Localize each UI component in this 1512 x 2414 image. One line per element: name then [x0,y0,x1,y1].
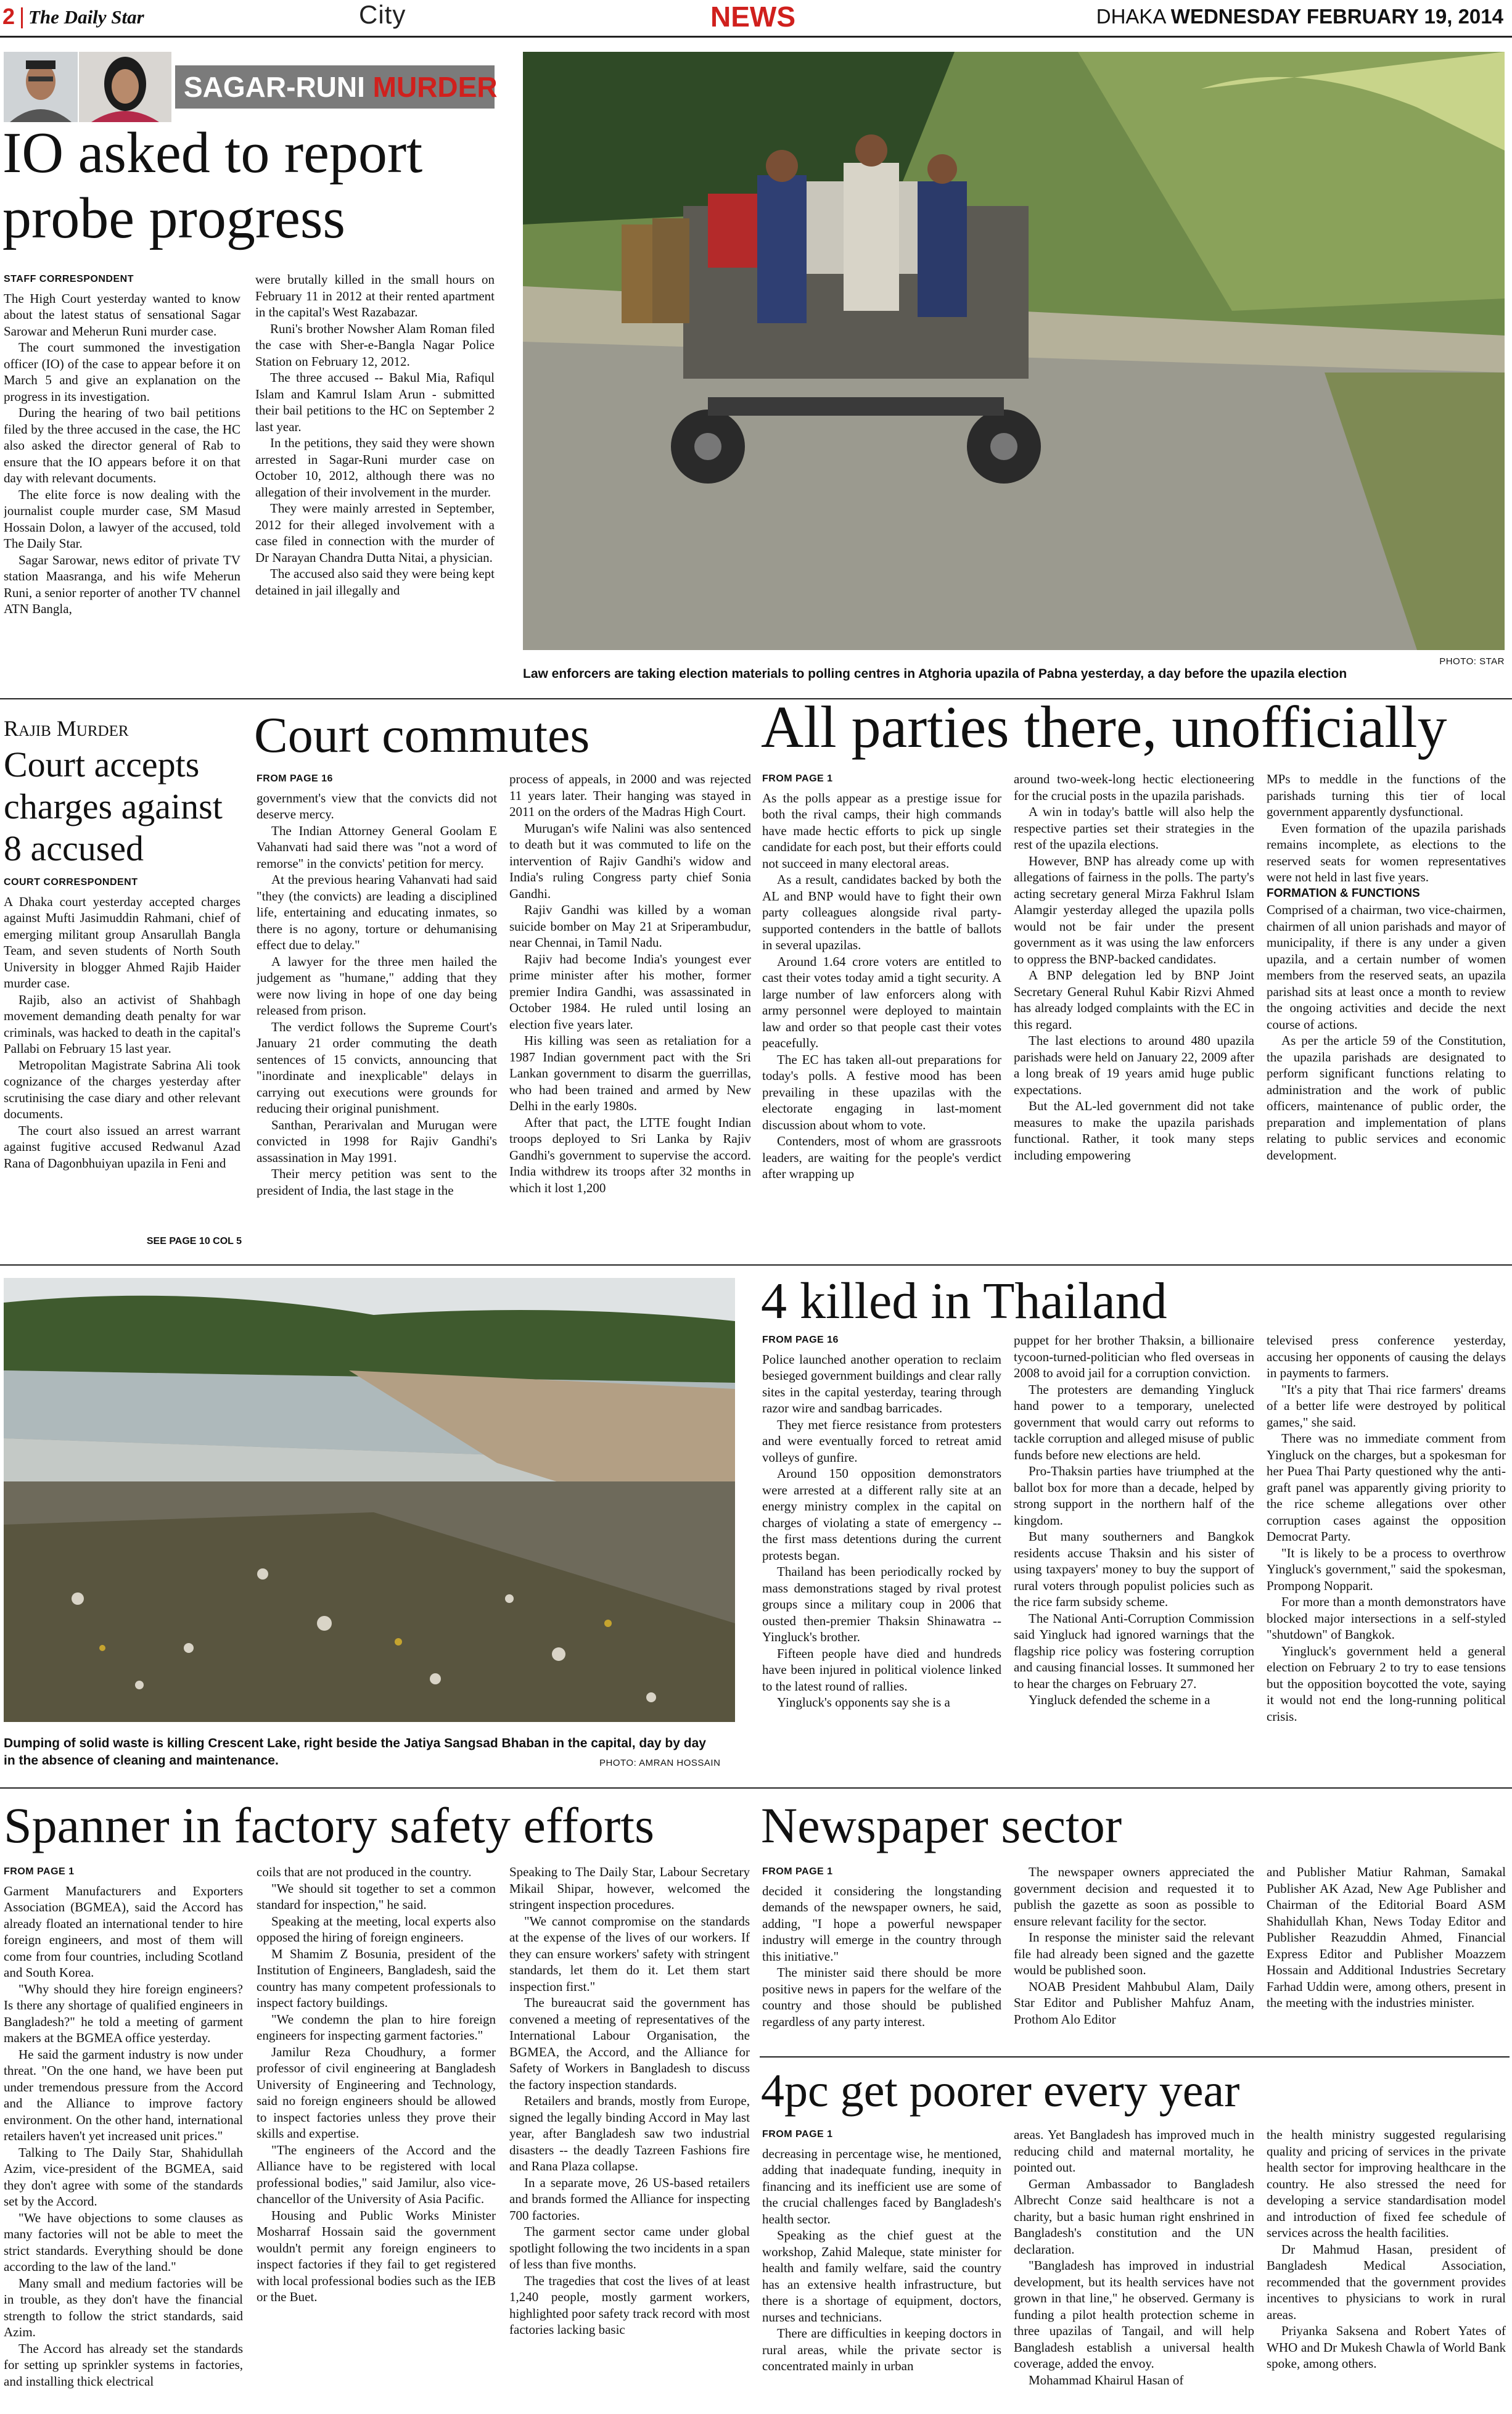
paragraph: As per the article 59 of the Constitution, the upazila parishads are designated to perform significant functions relating to administration and the work of public officers, maintenance of public order, the preparation and implementation of plans relating to public services and economic development. [1267,1033,1506,1163]
paragraph: Jamilur Reza Choudhury, a former professor of civil engineering at Bangladesh University of Engineering and Technology, said no foreign engineers should be allowed to inspect factories unless they prove their skills and expertise. [257,2044,496,2141]
paragraph: The court summoned the investigation officer (IO) of the case to appear before it on March 5 and give an explanation on the progress in its investigation. [4,340,240,404]
sagar-runi-col-2 [255,271,495,685]
all-parties-headline: All parties there, unofficially [761,694,1447,760]
paragraph: puppet for her brother Thaksin, a billionaire tycoon-turned-politician who fled overseas in 2008 to avoid jail for a corruption conviction. [1014,1333,1254,1380]
paragraph: "It's a pity that Thai rice farmers' dreams of a better life were destroyed by political games," she said. [1267,1382,1506,1430]
court-commutes-col-1 [257,771,497,1256]
paragraph: The accused also said they were being kept detained in jail illegally and [255,566,495,598]
paragraph: But the AL-led government did not take measures to make the upazila parishads functional. Rather, it took many steps including empowering [1014,1098,1254,1163]
kicker-murder: MURDER [372,71,498,103]
category-label: NEWS [710,1,795,33]
paragraph: After that pact, the LTTE fought Indian troops deployed to Sri Lanka by Rajiv Gandhi's government to supervise the accord. India withdrew its troops after 32 months in which it lost 1,200 [509,1114,751,1195]
paragraph: German Ambassador to Bangladesh Albrecht Conze said healthcare is not a charity, but a basic human right enshrined in Bangladesh's constitution and the UN declaration. [1014,2176,1254,2257]
paragraph: government's view that the convicts did not deserve mercy. [257,790,497,822]
paragraph: and Publisher Matiur Rahman, Samakal Publisher AK Azad, New Age Publisher and Chairman of the Editorial Board ASM Shahidullah Khan, News Today Editor and Publisher Reazuddin Ahmed, Financial Express Editor and Publisher Moazzem Hossain and Additional Industries Secretary Farhad Uddin were, among others, present in the meeting with the industries minister. [1267,1864,1506,2010]
portrait-sagar [4,52,78,122]
header-divider [21,7,23,28]
paragraph: Fifteen people have died and hundreds have been injured in political violence linked to the latest round of rallies. [762,1646,1001,1694]
paragraph: Garment Manufacturers and Exporters Association (BGMEA), said the Accord has already floated an international tender to hire foreign engineers, and most of them will come from four countries, including Scotland and South Korea. [4,1883,243,1980]
paragraph: The protesters are demanding Yingluck hand power to a temporary, unelected government that would carry out reforms to tackle corruption and alleged misuse of public funds before new elections are held. [1014,1382,1254,1462]
paragraph: Yingluck's government held a general election on February 2 to try to ease tensions but the opposition boycotted the vote, saying it would not end the long-running political crisis. [1267,1643,1506,1724]
thailand-story [760,1268,1510,1786]
thailand-col-2 [1014,1332,1254,1785]
paragraph: In the petitions, they said they were shown arrested in Sagar-Runi murder case on October 10, 2012, although there was no allegation of their involvement in the murder. [255,435,495,500]
rajib-jump-link[interactable]: SEE PAGE 10 COL 5 [146,1236,242,1246]
paragraph: around two-week-long hectic electioneering for the crucial posts in the upazila parishads. [1014,772,1254,803]
divider [760,2056,1510,2058]
paragraph: Even formation of the upazila parishads remains incomplete, as elections to the reserved seats for women representatives were not held in last five years. [1267,820,1506,884]
from-page: FROM PAGE 16 [762,1335,839,1345]
paragraph: "We condemn the plan to hire foreign engineers for inspecting garment factories." [257,2011,496,2043]
paragraph: The tragedies that cost the lives of at least 1,240 people, mostly garment workers, highlighted poor safety track record with most factories lacking basic [509,2273,750,2337]
paragraph: However, BNP has already come up with allegations of fairness in the polls. The party's acting secretary general Mirza Fakhrul Islam Alamgir yesterday alleged the upazila polls would not be fair under the present government as it was using the law enforcers to oppress the BNP-backed candidates. [1014,853,1254,966]
photo-crescent-lake [4,1278,735,1722]
poorer-col-3 [1267,2127,1506,2412]
paragraph: A win in today's battle will also help the respective parties set their strategies in the rest of the upazila elections. [1014,804,1254,852]
paragraph: "Why should they hire foreign engineers? Is there any shortage of qualified engineers in Bangladesh?" he told a meeting of garment makers at the BGMEA office yesterday. [4,1981,243,2045]
photo-election-credit: PHOTO: STAR [1439,656,1505,667]
paragraph: Police launched another operation to reclaim besieged government buildings and clear rally sites in the capital yesterday, tearing through razor wire and sandbag barricades. [762,1351,1001,1415]
paragraph: NOAB President Mahbubul Alam, Daily Star Editor and Publisher Mahfuz Anam, Prothom Alo Editor [1014,1979,1254,2027]
paragraph: But many southerners and Bangkok residents accuse Thaksin and his sister of using taxpayers' money to buy the support of rural voters through populist policies such as the rice farm subsidy scheme. [1014,1529,1254,1609]
photo-lake-credit: PHOTO: AMRAN HOSSAIN [599,1758,721,1768]
paragraph: "We should sit together to set a common standard for inspection," he said. [257,1881,496,1912]
paragraph: Priyanka Saksena and Robert Yates of WHO and Dr Mukesh Chawla of World Bank spoke, among others. [1267,2323,1506,2371]
poorer-story [760,2060,1510,2412]
paragraph: areas. Yet Bangladesh has improved much in reducing child and maternal mortality, he pointed out. [1014,2127,1254,2175]
paragraph: "Bangladesh has improved in industrial development, but its health services have not grown in that line," he observed. Germany is funding a pilot health protection scheme in three upazilas of Tangail, and will help Bangladesh establish a universal health coverage, added the envoy. [1014,2258,1254,2371]
photo-lake-caption-2: in the absence of cleaning and maintenance. [4,1753,279,1768]
poorer-col-2 [1014,2127,1254,2412]
byline: COURT CORRESPONDENT [4,877,138,888]
paragraph: "We cannot compromise on the standards at the expense of the lives of our workers. If they can ensure workers' safety with stringent standards, let them do it. Let them start inspection first." [509,1913,750,1994]
newspaper-headline: Newspaper sector [761,1797,1122,1853]
paragraph: process of appeals, in 2000 and was rejected 11 years later. Their hanging was stayed in 2011 on the orders of the Madras High Court. [509,772,751,819]
paragraph: They met fierce resistance from protesters and were eventually forced to retreat amid volleys of gunfire. [762,1417,1001,1465]
paragraph: Speaking to The Daily Star, Labour Secretary Mikail Shipar, however, welcomed the stringent inspection procedures. [509,1864,750,1912]
all-parties-story [760,691,1510,1258]
poorer-headline: 4pc get poorer every year [761,2065,1240,2117]
paragraph: decided it considering the longstanding demands of the newspaper owners, he said, adding, "I hope a powerful newspaper industry will emerge in the country through this initiative." [762,1883,1001,1964]
dateline-city: DHAKA [1096,5,1165,28]
portrait-runi [79,52,171,122]
newspaper-col-2 [1014,1864,1254,2053]
court-commutes-headline: Court commutes [254,707,590,763]
paragraph: The Accord has already set the standards for setting up sprinkler systems in factories, and installing thick electrical [4,2341,243,2389]
paragraph: The bureaucrat said the government has convened a meeting of representatives of the International Labour Organisation, the BGMEA, the Accord, and the Alliance for Safety of Workers in Bangladesh to discuss the factory inspection standards. [509,1995,750,2092]
newspaper-col-1 [762,1864,1001,2053]
from-page: FROM PAGE 1 [762,1866,833,1877]
sagar-runi-story [0,48,512,685]
paragraph: The newspaper owners appreciated the government decision and requested it to publish the gazette as soon as possible to ensure relevant facility for the sector. [1014,1864,1254,1929]
paragraph: decreasing in percentage wise, he mentioned, adding that inadequate funding, inequity in financing and its inefficient use are some of the crucial challenges faced by Bangladesh's health sector. [762,2146,1001,2227]
paragraph: For more than a month demonstrators have blocked major intersections in a self-styled "shutdown" of Bangkok. [1267,1594,1506,1642]
paragraph: Pro-Thaksin parties have triumphed at the ballot box for more than a decade, helped by strong support in the northern half of the kingdom. [1014,1464,1254,1528]
paragraph: coils that are not produced in the country. [257,1864,472,1879]
paragraph: Housing and Public Works Minister Mosharraf Hossain said the government wouldn't permit any foreign engineers to inspect factories if they fail to get registered with local professional bodies such as the IEB or the Buet. [257,2207,496,2304]
paper-name: The Daily Star [28,6,144,28]
from-page: FROM PAGE 1 [4,1866,75,1877]
paragraph: Around 150 opposition demonstrators were arrested at a different rally site at an energy ministry complex in the capital on charges of violating a state of emergency -- the first mass detentions during the current protests began. [762,1466,1001,1563]
rajib-story [0,703,247,1258]
page-header [0,0,1512,38]
from-page: FROM PAGE 1 [762,2129,833,2140]
all-parties-col-1 [762,771,1001,1256]
paragraph: MPs to meddle in the functions of the parishads turning this tier of local government apparently dysfunctional. [1267,772,1506,819]
paragraph: Talking to The Daily Star, Shahidullah Azim, vice-president of the BGMEA, said they don't agree with some of the standards set by the Accord. [4,2144,243,2209]
from-page: FROM PAGE 1 [762,773,833,784]
thailand-headline: 4 killed in Thailand [761,1272,1167,1330]
all-parties-col-2 [1014,771,1254,1256]
rajib-headline-2: charges against [4,786,223,826]
paragraph: The Indian Attorney General Goolam E Vahanvati had said there was "not a word of remorse" in the convicts' petition for mercy. [257,823,497,871]
poorer-col-1 [762,2127,1001,2412]
paragraph: Rajiv Gandhi was killed by a woman suicide bomber on May 21 at Sriperambudur, near Chennai, in Tamil Nadu. [509,902,751,950]
paragraph: Rajib, also an activist of Shahbagh movement demanding death penalty for war criminals, was hacked to death in the capital's Pallabi on February 15 last year. [4,992,240,1056]
paragraph: Yingluck defended the scheme in a [1029,1692,1210,1707]
page-number: 2 [2,4,15,29]
paragraph: Comprised of a chairman, two vice-chairmen, chairmen of all union parishads and mayor of municipality, if there is any under a given upazila, and a certain number of women members from the reserved seats, an upazila parishad sits at least once a month to review the ongoing activities and decide the next course of actions. [1267,902,1506,1032]
paragraph: Yingluck's opponents say she is a [777,1695,950,1710]
paragraph: Retailers and brands, mostly from Europe, signed the legally binding Accord in May last year, after Bangladesh saw two industrial disasters -- the deadly Tazreen Fashions fire and Rana Plaza collapse. [509,2093,750,2173]
paragraph: M Shamim Z Bosunia, president of the Institution of Engineers, Bangladesh, said the country has many competent professionals to inspect factory buildings. [257,1946,496,2010]
paragraph: The three accused -- Bakul Mia, Rafiqul Islam and Kamrul Islam Arun - submitted their bail petitions to the HC on September 2 last year. [255,370,495,434]
paragraph: Dr Mahmud Hasan, president of Bangladesh Medical Association, recommended that the government provides incentives to physicians to work in rural areas. [1267,2241,1506,2322]
paragraph: His killing was seen as retaliation for a 1987 Indian government pact with the Sri Lankan government to disarm the guerrillas, who had been trained and armed by New Delhi in the early 1980s. [509,1033,751,1113]
paragraph: As a result, candidates backed by both the AL and BNP would have to fight their own party colleagues alongside rival party-supported contenders in the battle of ballots in several upazilas. [762,872,1001,952]
paragraph: Thailand has been periodically rocked by mass demonstrations staged by rival protest groups since a military coup in 2006 that ousted then-premier Thaksin Shinawatra -- Yingluck's brother. [762,1564,1001,1644]
rajib-headline-3: 8 accused [4,828,144,868]
paragraph: Speaking at the meeting, local experts also opposed the hiring of foreign engineers. [257,1913,496,1945]
paragraph: were brutally killed in the small hours on February 11 in 2012 at their rented apartment in the capital's West Razabazar. [255,272,495,319]
subhead: FORMATION & FUNCTIONS [1267,886,1420,900]
rajib-body [4,875,240,1236]
paragraph: The garment sector came under global spotlight following the two incidents in a span of less than five months. [509,2224,750,2272]
paragraph: In response the minister said the relevant file had already been signed and the gazette would be published soon. [1014,1930,1254,1977]
paragraph: Murugan's wife Nalini was also sentenced to death but it was commuted to life on the intervention of Rajiv Gandhi's widow and India's ruling Congress party chief Sonia Gandhi. [509,820,751,901]
rajib-headline-1: Court accepts [4,744,200,785]
paragraph: "The engineers of the Accord and the Alliance have to be registered with local professional bodies," said Jamilur, also vice-chancellor of the University of Asia Pacific. [257,2142,496,2206]
paragraph: The elite force is now dealing with the journalist couple murder case, SM Masud Hossain Dolon, a lawyer of the accused, told The Daily Star. [4,487,240,551]
court-commutes-col-2 [509,771,751,1256]
divider [0,1787,1512,1789]
paragraph: Mohammad Khairul Hasan of [1029,2372,1184,2387]
spanner-col-1 [4,1864,243,2412]
photo-election-caption: Law enforcers are taking election materials to polling centres in Atghoria upazila of Pabna yesterday, a day before the upazila election [523,667,1347,681]
thailand-col-1 [762,1332,1001,1785]
paragraph: Santhan, Perarivalan and Murugan were convicted in 1998 for Rajiv Gandhi's assassination in May 1991. [257,1117,497,1165]
paragraph: There are difficulties in keeping doctors in rural areas, while the private sector is concentrated mainly in urban [762,2326,1001,2373]
newspaper-story [760,1792,1510,2054]
paragraph: Rajiv had become India's youngest ever prime minister after his mother, former premier Indira Gandhi, was assassinated in October 1984. He ruled until losing an election five years later. [509,951,751,1032]
paragraph: The EC has taken all-out preparations for today's polls. A festive mood has been prevailing in these upazilas with the electorate engaging in last-moment discussion about whom to vote. [762,1052,1001,1132]
dateline-date: WEDNESDAY FEBRUARY 19, 2014 [1170,5,1503,28]
kicker-banner [175,65,498,109]
rajib-kicker: Rajib Murder [4,716,129,741]
dateline [1096,5,1503,28]
court-commutes-story [254,703,756,1258]
spanner-story [0,1792,754,2412]
paragraph: The minister said there should be more positive news in papers for the welfare of the country and those should be published regardless of any party interest. [762,1965,1001,2029]
paragraph: Contenders, most of whom are grassroots leaders, are waiting for the people's verdict after wrapping up [762,1134,1001,1181]
paragraph: The last elections to around 480 upazila parishads were held on January 22, 2009 after a long break of 19 years amid huge public expectations. [1014,1033,1254,1097]
paragraph: televised press conference yesterday, accusing her opponents of causing the delays in payments to farmers. [1267,1333,1506,1380]
from-page: FROM PAGE 16 [257,773,333,784]
paragraph: He said the garment industry is now under threat. "On the one hand, we have been put under tremendous pressure from the Accord and the Alliance to improve factory environment. On the other hand, international retailers haven't yet increased unit prices." [4,2046,243,2143]
paragraph: Runi's brother Nowsher Alam Roman filed the case with Sher-e-Bangla Nagar Police Station on February 12, 2012. [255,321,495,369]
paragraph: The court also issued an arrest warrant against fugitive accused Redwanul Azad Rana of Dagonbhuiyan upazila in Feni and [4,1123,240,1171]
photo-lake-caption-1: Dumping of solid waste is killing Crescent Lake, right beside the Jatiya Sangsad Bhaban in the capital, day by day [4,1736,706,1750]
spanner-col-3 [509,1864,750,2412]
paragraph: The National Anti-Corruption Commission said Yingluck had ignored warnings that the flagship rice policy was fostering corruption and causing financial losses. It summoned her to hear the charges on February 27. [1014,1610,1254,1691]
byline: STAFF CORRESPONDENT [4,274,134,284]
kicker-sagar-runi: SAGAR-RUNI [184,71,365,103]
paragraph: At the previous hearing Vahanvati had said "they (the convicts) are leading a disciplined life, entertaining and educating inmates, so there is no agony, torture or dehumanising effect due to delay." [257,872,497,952]
section-label: City [359,0,406,29]
paragraph: The verdict follows the Supreme Court's January 21 order commuting the death sentences of 15 convicts, announcing that "inordinate and inexplicable" delays in carrying out executions were grounds for reducing their original punishment. [257,1019,497,1116]
thailand-col-3 [1267,1332,1506,1785]
sagar-runi-col-1 [4,271,240,685]
sagar-runi-headline-2: probe progress [2,186,346,250]
paragraph: The High Court yesterday wanted to know about the latest status of sensational Sagar Sarowar and Meherun Runi murder case. [4,290,240,339]
spanner-col-2 [257,1864,496,2412]
newspaper-col-3 [1267,1864,1506,2053]
paragraph: A Dhaka court yesterday accepted charges against Mufti Jasimuddin Rahmani, chief of emerging militant group Ansarullah Bangla Team, and seven students of North South University in blogger Ahmed Rajib Haider murder case. [4,894,240,991]
masthead-rule [0,36,1512,38]
spanner-headline: Spanner in factory safety efforts [4,1797,654,1853]
paragraph: Around 1.64 crore voters are entitled to cast their votes today amid a tight security. A large number of law enforcers along with army personnel were deployed to maintain law and order so that people cast their votes peacefully. [762,954,1001,1050]
paragraph: A BNP delegation led by BNP Joint Secretary General Ruhul Kabir Rizvi Ahmed has already lodged complaints with the EC in this regard. [1014,968,1254,1032]
paragraph: There was no immediate comment from Yingluck on the charges, but a spokesman for her Puea Thai Party questioned why the anti-graft panel was apparently giving priority to the rice scheme allegations over other corruption cases against the opposition Democrat Party. [1267,1431,1506,1544]
paragraph: the health ministry suggested regularising quality and pricing of services in the private health sector for improving healthcare in the country. He also stressed the need for developing a service standardisation model and introduction of fixed fee schedule of services across the health facilities. [1267,2127,1506,2240]
paragraph: Many small and medium factories will be in trouble, as they don't have the financial strength to follow the strict standards, said Azim. [4,2275,243,2339]
paragraph: Sagar Sarowar, news editor of private TV station Maasranga, and his wife Meherun Runi, a senior reporter of another TV channel ATN Bangla, [4,552,240,616]
sagar-runi-headline-1: IO asked to report [2,121,423,185]
paragraph: During the hearing of two bail petitions filed by the three accused in the case, the HC also asked the director general of Rab to ensure that the IO appears before it on that day with relevant documents. [4,405,240,485]
paragraph: They were mainly arrested in September, 2012 for their alleged involvement with a case filed in connection with the murder of Dr Narayan Chandra Dutta Nitai, a physician. [255,501,495,565]
photo-election [523,52,1505,650]
paragraph: Speaking as the chief guest at the workshop, Zahid Maleque, state minister for health and family welfare, said the country has an extensive health infrastructure, but there is a shortage of equipment, doctors, nurses and technicians. [762,2228,1001,2325]
paragraph: As the polls appear as a prestige issue for both the rival camps, their high commands have made hectic efforts to pick up single candidate for each post, but their efforts could not succeed in many electoral areas. [762,790,1001,871]
paragraph: "It is likely to be a process to overthrow Yingluck's government," said the spokesman, Prompong Nopparit. [1267,1545,1506,1593]
paragraph: "We have objections to some clauses as many factories will not be able to meet the strict standards. Everything should be done according to the law of the land." [4,2210,243,2274]
paragraph: A lawyer for the three men hailed the judgement as "humane," adding that they were now living in hope of one day being released from prison. [257,954,497,1018]
paragraph: Metropolitan Magistrate Sabrina Ali took cognizance of the charges yesterday after scrutinising the case diary and other relevant documents. [4,1057,240,1121]
paragraph: In a separate move, 26 US-based retailers and brands formed the Alliance for inspecting 700 factories. [509,2175,750,2223]
divider [0,1264,1512,1266]
paragraph: Their mercy petition was sent to the president of India, the last stage in the [257,1166,497,1198]
all-parties-col-3 [1267,771,1506,1256]
